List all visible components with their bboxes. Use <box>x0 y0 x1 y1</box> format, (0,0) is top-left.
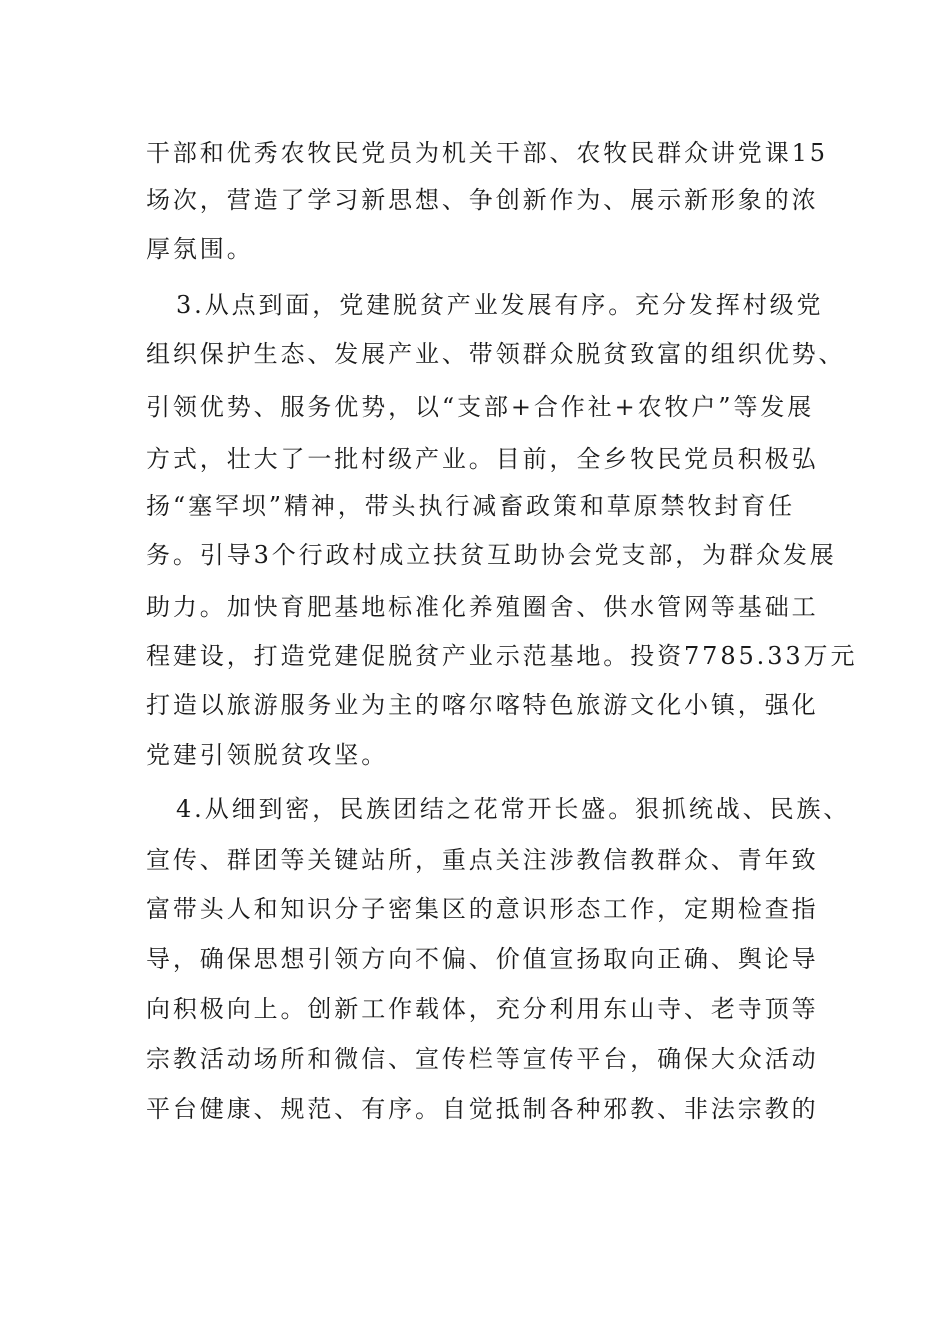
text-line: 引领优势、服务优势，以“支部+合作社+农牧户”等发展 <box>146 393 815 421</box>
text-line: 党建引领脱贫攻坚。 <box>146 741 389 769</box>
text-line: 助力。加快育肥基地标准化养殖圈舍、供水管网等基础工 <box>146 593 819 621</box>
text-line: 富带头人和知识分子密集区的意识形态工作，定期检查指 <box>146 895 819 923</box>
text-line: 程建设，打造党建促脱贫产业示范基地。投资7785.33万元 <box>146 642 858 670</box>
text-line: 向积极向上。创新工作载体，充分利用东山寺、老寺顶等 <box>146 995 819 1023</box>
text-line: 组织保护生态、发展产业、带领群众脱贫致富的组织优势、 <box>146 340 846 368</box>
text-line: 宗教活动场所和微信、宣传栏等宣传平台，确保大众活动 <box>146 1045 819 1073</box>
text-line: 厚氛围。 <box>146 235 254 263</box>
text-line: 平台健康、规范、有序。自觉抵制各种邪教、非法宗教的 <box>146 1095 819 1123</box>
text-line: 干部和优秀农牧民党员为机关干部、农牧民群众讲党课15 <box>146 139 828 167</box>
text-line: 场次，营造了学习新思想、争创新作为、展示新形象的浓 <box>146 186 819 214</box>
text-line: 打造以旅游服务业为主的喀尔喀特色旅游文化小镇，强化 <box>146 691 819 719</box>
text-line: 3.从点到面，党建脱贫产业发展有序。充分发挥村级党 <box>176 291 824 319</box>
text-line: 扬“塞罕坝”精神，带头执行减畜政策和草原禁牧封育任 <box>146 492 796 520</box>
text-line: 方式，壮大了一批村级产业。目前，全乡牧民党员积极弘 <box>146 445 819 473</box>
text-line: 宣传、群团等关键站所，重点关注涉教信教群众、青年致 <box>146 846 819 874</box>
text-line: 务。引导3个行政村成立扶贫互助协会党支部，为群众发展 <box>146 541 837 569</box>
text-line: 导，确保思想引领方向不偏、价值宣扬取向正确、舆论导 <box>146 945 819 973</box>
text-line: 4.从细到密，民族团结之花常开长盛。狠抓统战、民族、 <box>176 795 851 823</box>
